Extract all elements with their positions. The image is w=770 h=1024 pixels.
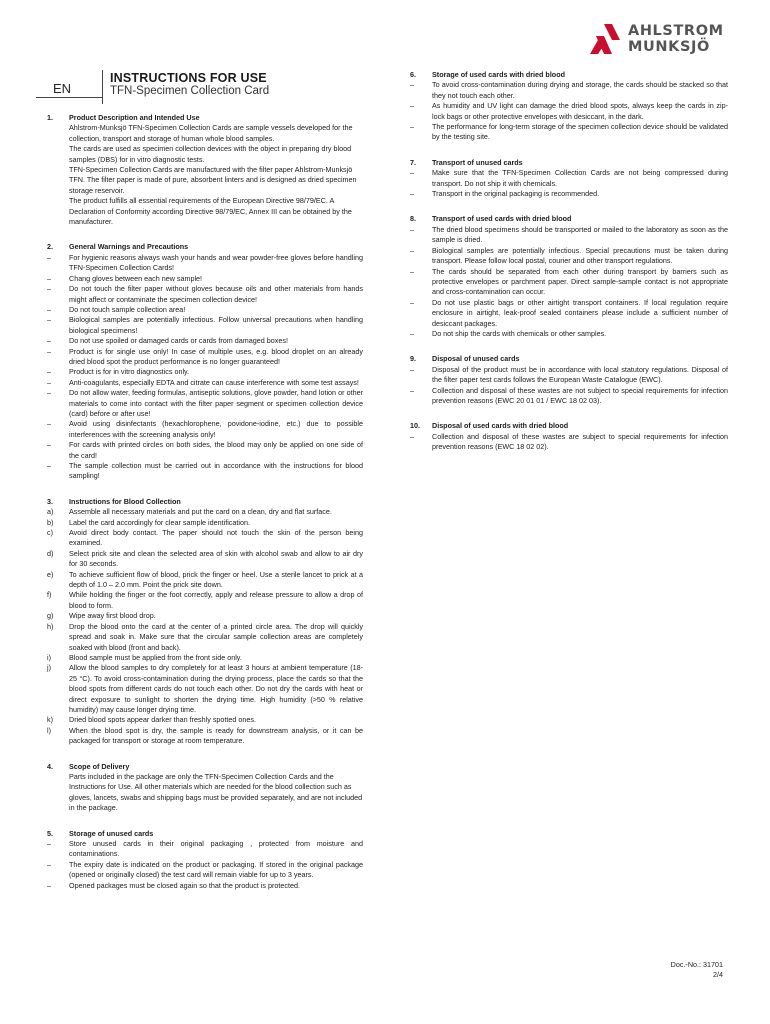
section-heading bbox=[47, 113, 363, 123]
list-marker: – bbox=[47, 461, 51, 470]
section-number: 5. bbox=[47, 828, 53, 838]
list-item-text: Wipe away first blood drop. bbox=[69, 611, 156, 621]
brand-mark-icon bbox=[590, 22, 626, 58]
list-item bbox=[47, 839, 363, 860]
list-item-text: Assemble all necessary materials and put the card on a clean, dry and flat surface. bbox=[69, 507, 332, 517]
list-item bbox=[47, 518, 363, 528]
paragraph: Parts included in the package are only the TFN-Specimen Collection Cards and the Instructions for Use. All other materials which are needed for the blood collection such as gloves, lancets, swabs and shipping bags must be provided separately, and are not included in the package. bbox=[69, 771, 363, 813]
section-title: Storage of used cards with dried blood bbox=[432, 70, 565, 79]
paragraph: TFN-Specimen Collection Cards are manufactured with the filter paper Ahlstrom-Munksjö TFN. The filter paper is made of pure, absorbent linters and is designed as dried specimen storage reservoir. bbox=[69, 165, 357, 195]
list-item-text: Do not allow water, feeding formulas, antiseptic solutions, glove powder, hand lotion or other materials to come into contact with the filter paper segment or specimen collection device (card) before or after use! bbox=[69, 388, 363, 418]
list-marker: i) bbox=[47, 652, 51, 662]
list-marker: – bbox=[410, 385, 414, 395]
section-heading bbox=[410, 158, 728, 168]
list-marker: – bbox=[410, 80, 414, 90]
list-item-text: Avoid direct body contact. The paper should not touch the skin of the person being examined. bbox=[69, 528, 363, 548]
list-item bbox=[410, 246, 728, 267]
list-item bbox=[47, 461, 363, 482]
section-number: 9. bbox=[410, 354, 416, 364]
list-marker: – bbox=[47, 839, 51, 848]
section bbox=[47, 113, 363, 227]
list-item bbox=[410, 80, 728, 101]
list-item-text: For cards with printed circles on both sides, the blood may only be applied on one side of the card! bbox=[69, 440, 363, 460]
list-item bbox=[410, 225, 728, 246]
section-title: Disposal of unused cards bbox=[432, 354, 520, 364]
list-item bbox=[47, 663, 363, 715]
section-number: 7. bbox=[410, 157, 416, 167]
list-item bbox=[410, 122, 728, 143]
document-number: Doc.-No.: 31701 bbox=[670, 960, 723, 969]
list-item bbox=[47, 570, 363, 591]
list-marker: – bbox=[410, 297, 414, 307]
list-item-text: The dried blood specimens should be transported or mailed to the laboratory as soon as the sample is dried. bbox=[432, 224, 728, 245]
list-item-text: Drop the blood onto the card at the center of a printed circle area. The drop will quickly spread and soak in. Make sure that the circular sample collection areas are completely soaked with blood (front and back). bbox=[69, 621, 363, 652]
list-marker: – bbox=[47, 388, 51, 398]
list-item bbox=[47, 336, 363, 346]
list-marker: – bbox=[47, 284, 51, 294]
section-number: 1. bbox=[47, 113, 53, 122]
divider bbox=[102, 70, 103, 104]
list-marker: e) bbox=[47, 569, 54, 579]
list-item-text: Allow the blood samples to dry completely for at least 3 hours at ambient temperature (18-25 °C). To avoid cross-contamination during the drying process, place the cards so that the blood spots from different cards do not touch each other. Do not dry the cards with heat or direct exposure to sunlight to shorten the drying time. High humidity (>50 % relative humidity) may cause longer drying time. bbox=[69, 663, 363, 714]
list-item bbox=[47, 611, 363, 621]
list-item-text: Opened packages must be closed again so that the product is protected. bbox=[69, 880, 300, 890]
list-item-text: As humidity and UV light can damage the dried blood spots, always keep the cards in zip-lock bags or other protective envelopes with desiccant, in the dark. bbox=[432, 101, 728, 121]
section-number: 6. bbox=[410, 70, 416, 79]
section-heading bbox=[47, 242, 363, 252]
section-title: Transport of unused cards bbox=[432, 157, 523, 167]
list-item-text: Product is for in vitro diagnostics only. bbox=[69, 367, 190, 377]
list-item-text: Biological samples are potentially infectious. Special precautions must be taken during transport. Please follow local postal, courier and other transport regulations. bbox=[432, 245, 728, 266]
list-marker: a) bbox=[47, 507, 54, 517]
list-item bbox=[47, 378, 363, 388]
section-heading bbox=[410, 421, 728, 431]
list-item bbox=[47, 274, 363, 284]
list-item-text: Collection and disposal of these wastes are not subject to special requirements for infection prevention reasons (EWC 20 01 01 / EWC 18 02 03). bbox=[432, 385, 728, 405]
list-item bbox=[47, 367, 363, 377]
list-marker: – bbox=[47, 273, 51, 283]
list-item-text: Avoid using disinfectants (hexachlorophene, povidone-iodine, etc.) due to possible interferences with the screening analysis only! bbox=[69, 419, 363, 439]
list-item-text: Store unused cards in their original packaging , protected from moisture and contaminations. bbox=[69, 839, 363, 859]
list-marker: – bbox=[47, 367, 51, 377]
list-item-text: Do not touch the filter paper without gloves because oils and other materials from hands might affect or contaminate the specimen collection device! bbox=[69, 284, 363, 304]
list-item bbox=[47, 284, 363, 305]
list-marker: h) bbox=[47, 621, 54, 631]
list-item bbox=[410, 365, 728, 386]
section bbox=[410, 354, 728, 406]
list-marker: – bbox=[47, 377, 51, 387]
list-marker: – bbox=[410, 101, 414, 111]
list-item bbox=[410, 189, 728, 199]
list-item-text: Blood sample must be applied from the front side only. bbox=[69, 652, 242, 662]
list-marker: – bbox=[410, 364, 414, 374]
section-number: 10. bbox=[410, 421, 420, 431]
list-marker: – bbox=[47, 880, 51, 890]
list-marker: – bbox=[410, 189, 414, 199]
list-item bbox=[47, 347, 363, 368]
page-title: INSTRUCTIONS FOR USE bbox=[110, 71, 267, 85]
section-title: Product Description and Intended Use bbox=[69, 113, 200, 122]
list-item bbox=[47, 305, 363, 315]
list-item bbox=[47, 388, 363, 419]
list-item bbox=[410, 298, 728, 329]
divider bbox=[36, 97, 102, 98]
section-title: Storage of unused cards bbox=[69, 828, 154, 838]
list-item-text: Do not ship the cards with chemicals or other samples. bbox=[432, 328, 607, 338]
list-item-text: Chang gloves between each new sample! bbox=[69, 273, 203, 283]
section bbox=[410, 421, 728, 452]
list-item bbox=[47, 726, 363, 747]
list-marker: – bbox=[410, 328, 414, 338]
list-item bbox=[410, 101, 728, 122]
brand-name-line1: AHLSTROM bbox=[628, 23, 724, 39]
section-title: Scope of Delivery bbox=[69, 761, 130, 771]
paragraph: Ahlstrom-Munksjö TFN-Specimen Collection Cards are sample vessels developed for the collection, transport and storage of human whole blood samples. bbox=[69, 123, 353, 143]
list-marker: f) bbox=[47, 590, 52, 600]
section-number: 4. bbox=[47, 761, 53, 771]
list-item bbox=[410, 168, 728, 189]
list-marker: k) bbox=[47, 715, 53, 725]
list-item bbox=[47, 622, 363, 653]
list-item bbox=[47, 419, 363, 440]
section bbox=[410, 70, 728, 143]
list-item-text: Transport in the original packaging is recommended. bbox=[432, 189, 600, 199]
section-number: 2. bbox=[47, 242, 53, 252]
right-column bbox=[410, 70, 728, 468]
language-code: EN bbox=[53, 81, 72, 96]
brand-logo bbox=[590, 22, 750, 58]
list-item-text: The sample collection must be carried out in accordance with the instructions for blood sampling! bbox=[69, 461, 363, 481]
page-number: 2/4 bbox=[713, 970, 723, 979]
section-heading bbox=[47, 829, 363, 839]
section bbox=[47, 497, 363, 747]
section-heading bbox=[47, 497, 363, 507]
list-item-text: Disposal of the product must be in accordance with local statutory regulations. Disposal of the filter paper test cards follows the European Waste Catalogue (EWC). bbox=[432, 364, 728, 385]
list-marker: – bbox=[47, 252, 51, 262]
section bbox=[410, 158, 728, 200]
list-item bbox=[47, 860, 363, 881]
list-item bbox=[47, 507, 363, 517]
list-item-text: Label the card accordingly for clear sample identification. bbox=[69, 517, 250, 527]
list-marker: g) bbox=[47, 611, 54, 621]
paragraph: The product fulfills all essential requirements of the European Directive 98/79/EC. A Declaration of Conformity according Directive 98/79/EC, Annex III can be obtained by the manufacturer. bbox=[69, 196, 352, 227]
list-item-text: While holding the finger or the foot correctly, apply and release pressure to allow a drop of blood to form. bbox=[69, 590, 363, 610]
list-item bbox=[47, 549, 363, 570]
list-item-text: Anti-coagulants, especially EDTA and citrate can cause interference with some test assays! bbox=[69, 377, 359, 387]
brand-name-line2: MUNKSJÖ bbox=[628, 39, 710, 55]
list-item-text: Biological samples are potentially infectious. Follow universal precautions when handling biological specimens! bbox=[69, 315, 363, 335]
page-subtitle: TFN-Specimen Collection Card bbox=[110, 85, 270, 97]
list-item bbox=[47, 715, 363, 725]
list-marker: – bbox=[47, 419, 51, 429]
paragraph: The cards are used as specimen collection devices with the object in preparing dry blood samples (DBS) for in vitro diagnostic tests. bbox=[69, 144, 352, 164]
list-marker: b) bbox=[47, 517, 54, 527]
section bbox=[47, 242, 363, 481]
list-marker: j) bbox=[47, 663, 51, 673]
section bbox=[410, 214, 728, 339]
list-item-text: Product is for single use only! In case of multiple uses, e.g. blood droplet on an already dried blood spot the product performance is no longer guaranteed! bbox=[69, 346, 363, 366]
list-item bbox=[47, 315, 363, 336]
section-title: Disposal of used cards with dried blood bbox=[432, 421, 569, 431]
list-item bbox=[47, 653, 363, 663]
list-item-text: Do not use spoiled or damaged cards or cards from damaged boxes! bbox=[69, 336, 288, 346]
list-item-text: Collection and disposal of these wastes are subject to special requirements for infection prevention reasons (EWC 18 02 02). bbox=[432, 431, 728, 452]
list-item-text: For hygienic reasons always wash your hands and wear powder-free gloves before handling TFN-Specimen Collection Cards! bbox=[69, 252, 363, 273]
list-item-text: The cards should be separated from each other during transport by barriers such as protective envelopes or parchment paper. Direct sample-sample contact is not appropriate and cross-contamination can occur. bbox=[432, 266, 728, 297]
list-marker: d) bbox=[47, 548, 54, 558]
list-marker: c) bbox=[47, 528, 53, 538]
list-marker: – bbox=[47, 440, 51, 450]
list-item-text: Do not touch sample collection area! bbox=[69, 304, 186, 314]
list-marker: – bbox=[47, 346, 51, 356]
footer bbox=[671, 960, 723, 980]
list-item bbox=[47, 590, 363, 611]
list-marker: – bbox=[410, 122, 414, 132]
list-item-text: Make sure that the TFN-Specimen Collection Cards are not being compressed during transport. Do not ship it with chemicals. bbox=[432, 168, 728, 188]
list-marker: – bbox=[410, 431, 414, 441]
list-marker: – bbox=[47, 315, 51, 325]
list-item-text: Dried blood spots appear darker than freshly spotted ones. bbox=[69, 715, 256, 725]
list-item-text: The expiry date is indicated on the product or packaging. If stored in the original package (opened or originally closed) the test card will remain viable for up to 3 years. bbox=[69, 859, 363, 880]
list-marker: – bbox=[410, 245, 414, 255]
section-title: Instructions for Blood Collection bbox=[69, 496, 181, 506]
list-item-text: When the blood spot is dry, the sample is ready for downstream analysis, or it can be packaged for transport or storage at room temperature. bbox=[69, 725, 363, 746]
list-item bbox=[410, 432, 728, 453]
list-marker: – bbox=[47, 304, 51, 314]
list-item bbox=[47, 253, 363, 274]
section-title: Transport of used cards with dried blood bbox=[432, 214, 572, 224]
section-heading bbox=[410, 70, 728, 80]
section-number: 3. bbox=[47, 496, 53, 506]
list-item-text: To avoid cross-contamination during drying and storage, the cards should be stacked so that they not touch each other. bbox=[432, 80, 728, 100]
list-marker: – bbox=[410, 266, 414, 276]
section-heading bbox=[410, 354, 728, 364]
list-marker: – bbox=[47, 336, 51, 346]
section bbox=[47, 762, 363, 814]
list-item-text: The performance for long-term storage of the specimen collection device should be validated by the testing site. bbox=[432, 122, 728, 142]
list-item bbox=[47, 440, 363, 461]
list-item bbox=[410, 267, 728, 298]
section-number: 8. bbox=[410, 214, 416, 224]
list-item bbox=[410, 329, 728, 339]
left-column bbox=[47, 113, 363, 906]
list-marker: – bbox=[410, 168, 414, 178]
list-item-text: Do not use plastic bags or other airtight transport containers. If local regulation require enclosure in airtight, leak-proof sealed containers please include a sufficient number of desiccant packages. bbox=[432, 297, 728, 328]
list-marker: – bbox=[47, 859, 51, 869]
list-marker: – bbox=[410, 224, 414, 234]
section bbox=[47, 829, 363, 891]
list-item bbox=[47, 881, 363, 891]
section-heading bbox=[410, 214, 728, 224]
list-item-text: Select prick site and clean the selected area of skin with alcohol swab and allow to air dry for 30 seconds. bbox=[69, 548, 363, 569]
list-item bbox=[47, 528, 363, 549]
section-title: General Warnings and Precautions bbox=[69, 242, 189, 252]
list-marker: l) bbox=[47, 725, 51, 735]
list-item bbox=[410, 386, 728, 407]
list-item-text: To achieve sufficient flow of blood, prick the finger or heel. Use a sterile lancet to prick at a depth of 1.0 – 2.0 mm. Point the prick site down. bbox=[69, 569, 363, 590]
section-heading bbox=[47, 762, 363, 772]
